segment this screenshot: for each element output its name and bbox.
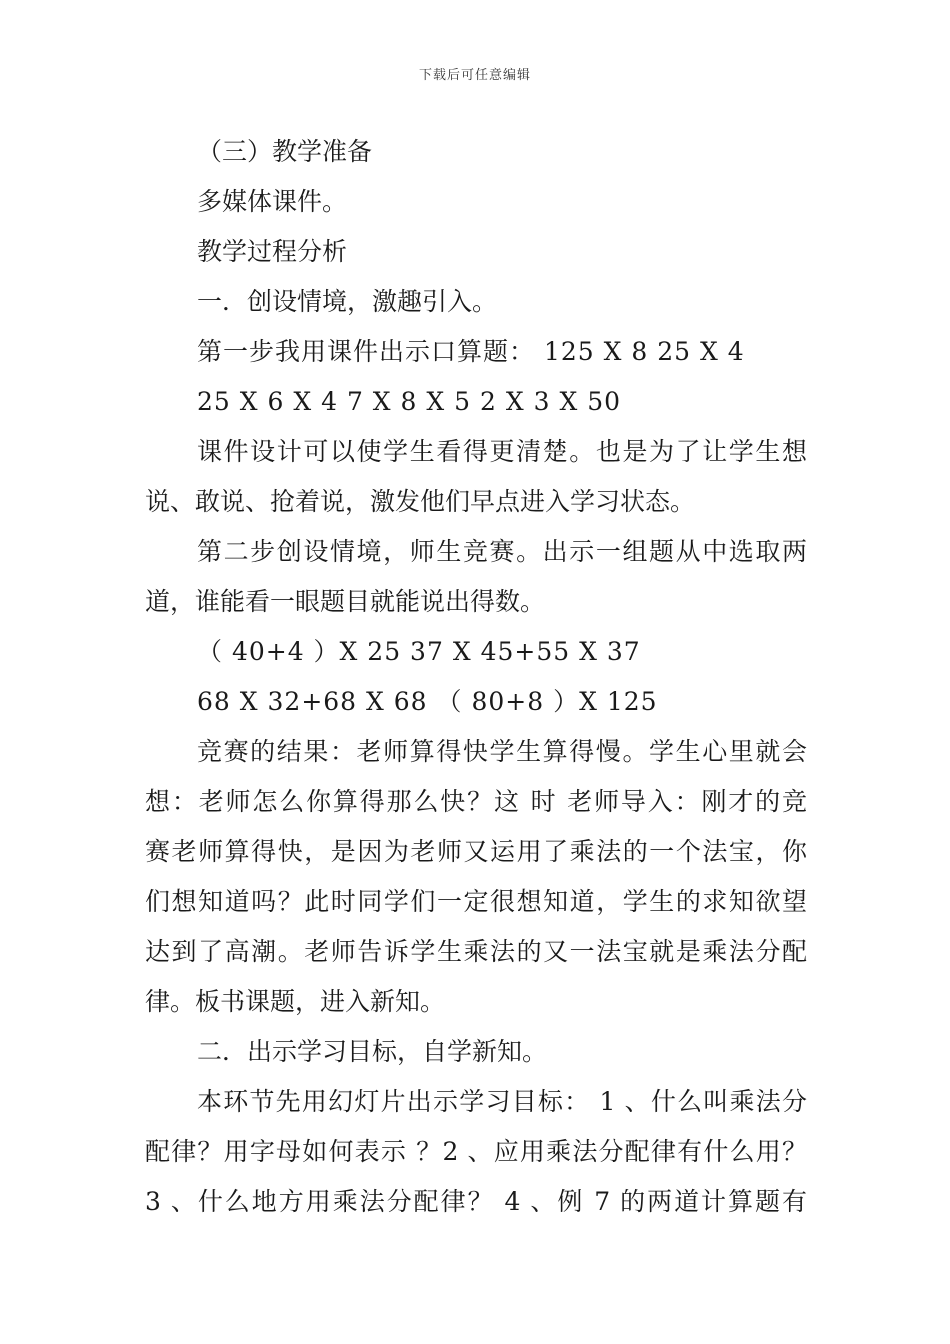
text-line: 本环节先用幻灯片出示学习目标： 1 、什么叫乘法分 <box>197 1087 807 1116</box>
text-line: 想：老师怎么你算得那么快？这 时 老师导入：刚才的竞 <box>145 787 807 816</box>
document-body <box>145 127 807 1227</box>
text-line: 律。板书课题，进入新知。 <box>145 987 446 1016</box>
text-line: 达到了高潮。老师告诉学生乘法的又一法宝就是乘法分配 <box>145 937 807 966</box>
text-line-formula: 第一步我用课件出示口算题： 125 X 8 25 X 4 <box>197 337 745 366</box>
section-heading-process: 教学过程分析 <box>197 237 348 266</box>
text-line: 竞赛的结果：老师算得快学生算得慢。学生心里就会 <box>197 737 807 766</box>
text-line: 多媒体课件。 <box>197 187 348 216</box>
text-line: 赛老师算得快，是因为老师又运用了乘法的一个法宝，你 <box>145 837 807 866</box>
text-line: 第二步创设情境，师生竞赛。出示一组题从中选取两 <box>197 537 807 566</box>
text-line: 道，谁能看一眼题目就能说出得数。 <box>145 587 546 616</box>
text-line: 3 、什么地方用乘法分配律？ 4 、例 7 的两道计算题有 <box>145 1187 807 1216</box>
text-line: 们想知道吗？此时同学们一定很想知道，学生的求知欲望 <box>145 887 807 916</box>
text-line-formula: （ 40+4 ）X 25 37 X 45+55 X 37 <box>197 637 641 666</box>
paragraph <box>145 527 807 627</box>
section-heading-part-two: 二．出示学习目标，自学新知。 <box>197 1037 548 1066</box>
section-heading-preparation: （三）教学准备 <box>197 137 373 166</box>
text-line: 说、敢说、抢着说，激发他们早点进入学习状态。 <box>145 487 696 516</box>
page-header: 下载后可任意编辑 <box>418 68 531 83</box>
text-line-formula: 68 X 32+68 X 68 （ 80+8 ）X 125 <box>197 687 658 716</box>
paragraph <box>145 1077 807 1227</box>
section-heading-part-one: 一．创设情境，激趣引入。 <box>197 287 498 316</box>
text-line: 配律？用字母如何表示 ？2 、应用乘法分配律有什么用？ <box>145 1137 807 1166</box>
paragraph <box>145 727 807 1027</box>
text-line-formula: 25 X 6 X 4 7 X 8 X 5 2 X 3 X 50 <box>197 387 622 416</box>
text-line: 课件设计可以使学生看得更清楚。也是为了让学生想 <box>197 437 807 466</box>
paragraph <box>145 427 807 527</box>
